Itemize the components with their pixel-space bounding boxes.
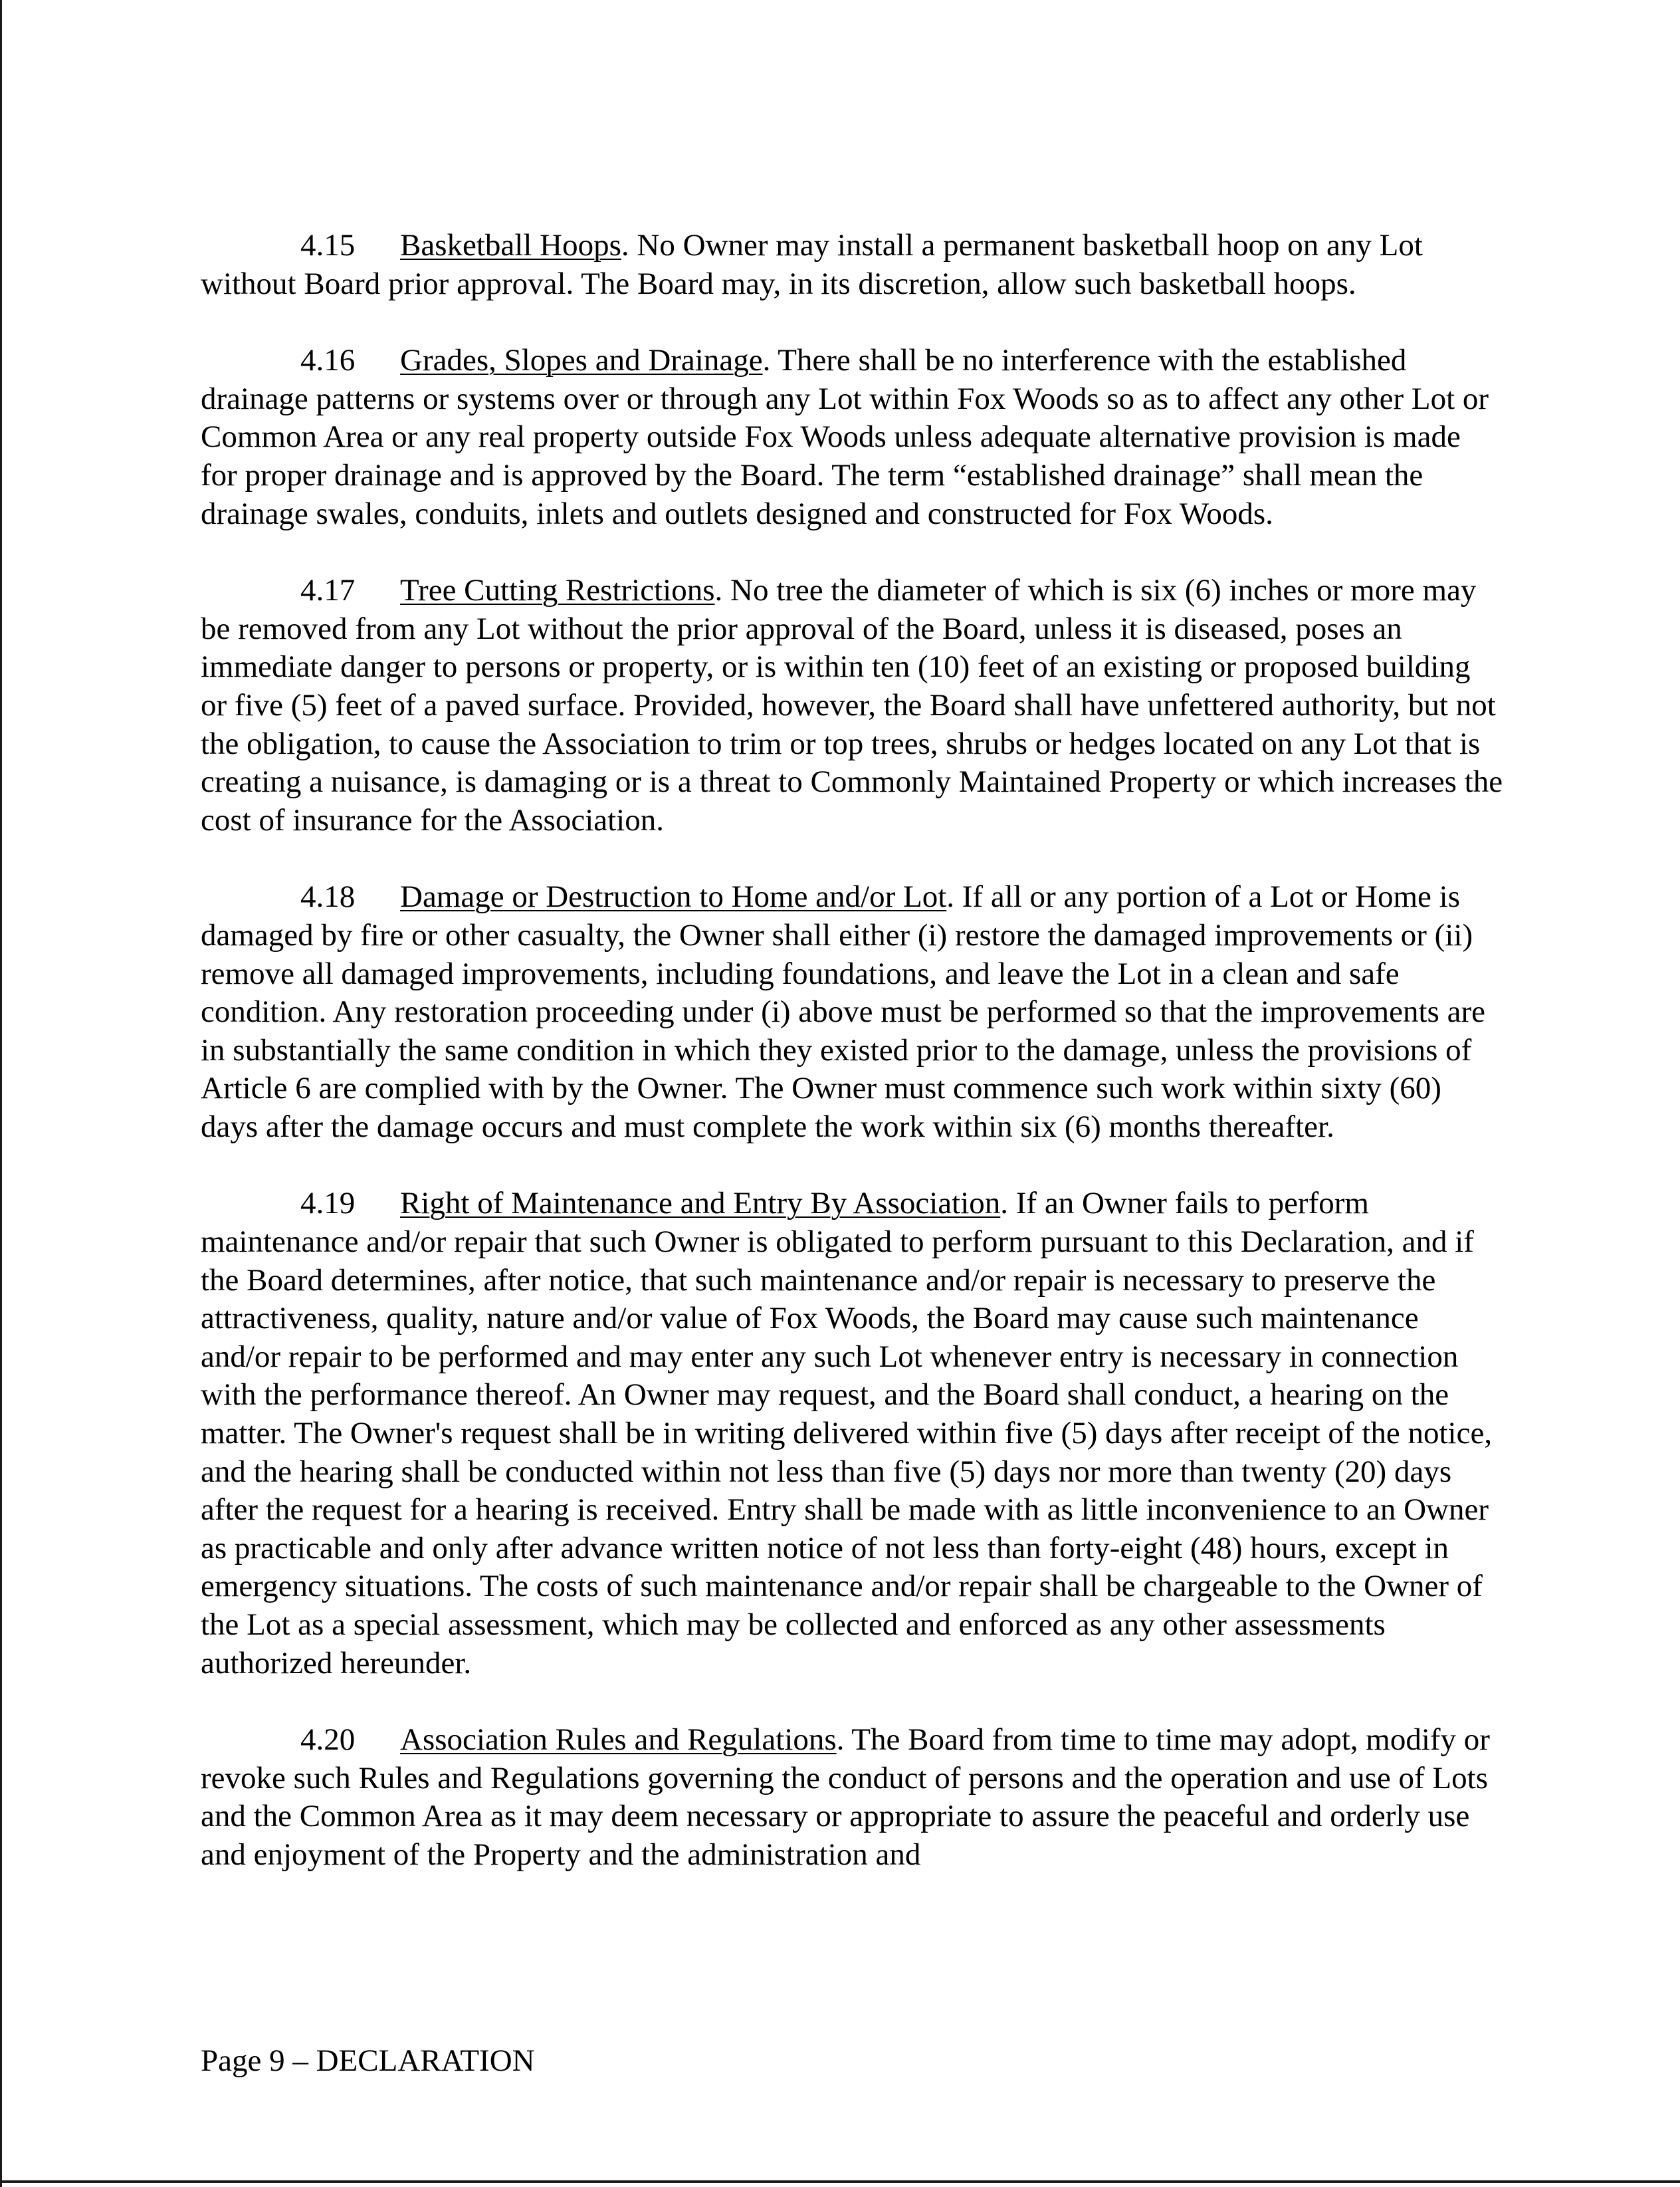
document-body (201, 227, 1503, 1913)
section-heading: Grades, Slopes and Drainage (400, 343, 763, 378)
section-number: 4.17 (300, 573, 356, 608)
section-body: . The Board from time to time may adopt, modify or revoke such Rules and Regulations governing the conduct of persons and the operation and use of Lots and the Common Area as it may deem necessary or appropriate to assure the peaceful and orderly use and enjoyment of the Property and the administration and (201, 1722, 1490, 1872)
page-footer: Page 9 – DECLARATION (201, 2043, 535, 2078)
section-4-18 (201, 878, 1503, 1146)
section-body: . No Owner may install a permanent basketball hoop on any Lot without Board prior approval. The Board may, in its discretion, allow such basketball hoops. (201, 228, 1423, 301)
scan-edge-left (0, 0, 2, 2187)
section-body: . No tree the diameter of which is six (6) inches or more may be removed from any Lot without the prior approval of the Board, unless it is diseased, poses an immediate danger to persons or property, or is within ten (10) feet of an existing or proposed building or five (5) feet of a paved surface. Provided, however, the Board shall have unfettered authority, but not the obligation, to cause the Association to trim or top trees, shrubs or hedges located on any Lot that is creating a nuisance, is damaging or is a threat to Commonly Maintained Property or which increases the cost of insurance for the Association. (201, 573, 1503, 838)
section-4-15 (201, 227, 1503, 303)
section-heading: Association Rules and Regulations (400, 1722, 837, 1758)
section-number: 4.20 (300, 1722, 356, 1758)
section-number: 4.15 (300, 228, 356, 263)
section-number: 4.16 (300, 343, 356, 378)
section-4-16 (201, 342, 1503, 533)
section-heading: Right of Maintenance and Entry By Association (400, 1186, 1001, 1221)
section-4-19 (201, 1185, 1503, 1682)
section-number: 4.19 (300, 1186, 356, 1221)
section-body: . There shall be no interference with the established drainage patterns or systems over or through any Lot within Fox Woods so as to affect any other Lot or Common Area or any real property outside Fox Woods unless adequate alternative provision is made for proper drainage and is approved by the Board. The term “established drainage” shall mean the drainage swales, conduits, inlets and outlets designed and constructed for Fox Woods. (201, 343, 1489, 531)
section-4-17 (201, 572, 1503, 840)
section-heading: Basketball Hoops (400, 228, 621, 263)
section-4-20 (201, 1721, 1503, 1874)
section-body: . If an Owner fails to perform maintenance and/or repair that such Owner is obligated to perform pursuant to this Declaration, and if the Board determines, after notice, that such maintenance and/or repair is necessary to preserve the attractiveness, quality, nature and/or value of Fox Woods, the Board may cause such maintenance and/or repair to be performed and may enter any such Lot whenever entry is necessary in connection with the performance thereof. An Owner may request, and the Board shall conduct, a hearing on the matter. The Owner's request shall be in writing delivered within five (5) days after receipt of the notice, and the hearing shall be conducted within not less than five (5) days nor more than twenty (20) days after the request for a hearing is received. Entry shall be made with as little inconvenience to an Owner as practicable and only after advance written notice of not less than forty-eight (48) hours, except in emergency situations. The costs of such maintenance and/or repair shall be chargeable to the Owner of the Lot as a special assessment, which may be collected and enforced as any other assessments authorized hereunder. (201, 1186, 1493, 1680)
section-body: . If all or any portion of a Lot or Home is damaged by fire or other casualty, the Owner shall either (i) restore the damaged improvements or (ii) remove all damaged improvements, including foundations, and leave the Lot in a clean and safe condition. Any restoration proceeding under (i) above must be performed so that the improvements are in substantially the same condition in which they existed prior to the damage, unless the provisions of Article 6 are complied with by the Owner. The Owner must commence such work within sixty (60) days after the damage occurs and must complete the work within six (6) months thereafter. (201, 879, 1485, 1144)
section-heading: Tree Cutting Restrictions (400, 573, 715, 608)
section-heading: Damage or Destruction to Home and/or Lot (400, 879, 947, 915)
scan-edge-bottom (0, 2180, 1680, 2183)
section-number: 4.18 (300, 879, 356, 915)
